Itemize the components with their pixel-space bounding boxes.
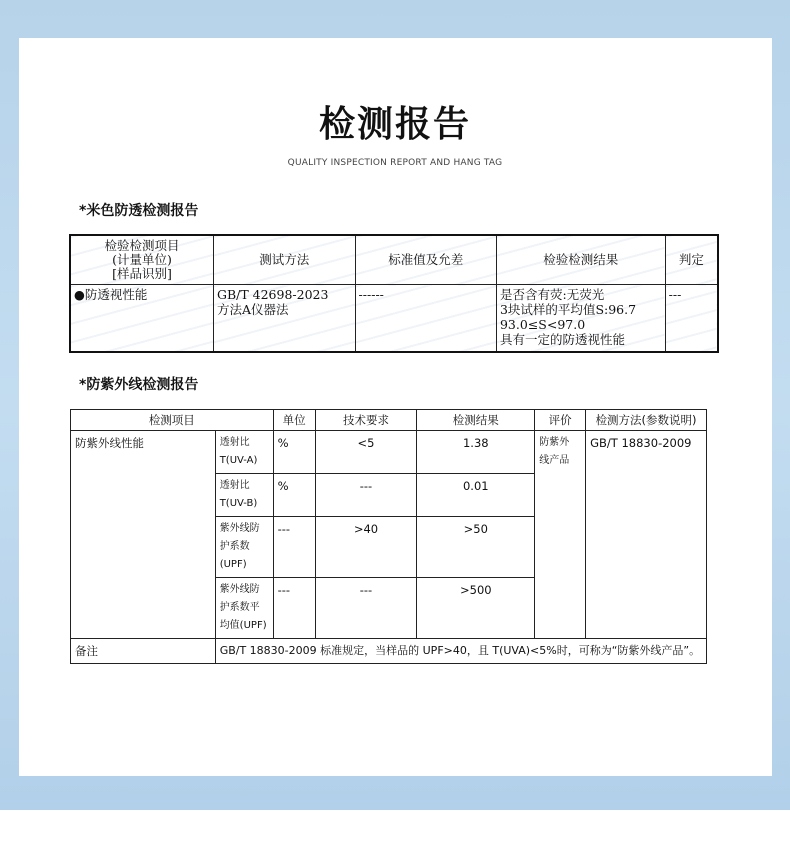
row-item: ●防透视性能 xyxy=(70,285,213,353)
report-paper xyxy=(19,38,772,776)
row-result: 0.01 xyxy=(417,474,535,517)
note-row xyxy=(71,639,707,664)
row-name xyxy=(215,578,273,639)
column-header-method: 测试方法 xyxy=(213,235,355,285)
column-header-requirement: 技术要求 xyxy=(315,410,417,431)
column-header-method: 检测方法(参数说明) xyxy=(586,410,707,431)
evaluation-line1: 防紫外 xyxy=(539,437,570,448)
column-header-judgement: 判定 xyxy=(665,235,718,285)
header-item-line3: [样品识别] xyxy=(112,266,172,281)
table-header-row xyxy=(70,235,718,285)
row-result-line4: 具有一定的防透视性能 xyxy=(499,332,625,347)
column-header-result: 检测结果 xyxy=(417,410,535,431)
table-row xyxy=(71,431,707,474)
row-name xyxy=(215,431,273,474)
column-header-unit: 单位 xyxy=(273,410,315,431)
row-result: >500 xyxy=(417,578,535,639)
table-row xyxy=(70,285,718,353)
category-cell: 防紫外线性能 xyxy=(71,431,216,639)
row-name-line2: T(UV-B) xyxy=(219,498,258,509)
column-header-item xyxy=(70,235,213,285)
row-name-line2: 护系数 xyxy=(219,541,250,552)
row-result: 1.38 xyxy=(417,431,535,474)
header-item-line1: 检验检测项目 xyxy=(104,238,180,253)
row-requirement: <5 xyxy=(315,431,417,474)
row-method-line2: 方法A仪器法 xyxy=(216,302,289,317)
note-text: GB/T 18830-2009 标准规定，当样品的 UPF>40，且 T(UVA)<5%时，可称为“防紫外线产品”。 xyxy=(215,639,706,664)
row-unit: % xyxy=(273,474,315,517)
uv-protection-heading: *防紫外线检测报告 xyxy=(79,377,199,393)
row-result-line2: 3块试样的平均值S:96.7 xyxy=(499,302,637,317)
note-label: 备注 xyxy=(71,639,216,664)
row-name-line2: 护系数平 xyxy=(219,602,260,613)
table-header-row xyxy=(71,410,707,431)
row-name-line1: 透射比 xyxy=(219,437,250,448)
anti-see-through-table xyxy=(69,234,719,353)
row-method xyxy=(213,285,355,353)
row-result-line3: 93.0≤S<97.0 xyxy=(499,317,586,332)
row-judgement: --- xyxy=(665,285,718,353)
page-title: 检测报告 xyxy=(318,104,471,145)
evaluation-line2: 线产品 xyxy=(539,455,570,466)
row-method-line1: GB/T 42698-2023 xyxy=(216,287,329,302)
header-item-line2: (计量单位) xyxy=(112,252,172,267)
row-standard: ------ xyxy=(355,285,496,353)
column-header-standard: 标准值及允差 xyxy=(355,235,496,285)
row-unit: % xyxy=(273,431,315,474)
row-name xyxy=(215,474,273,517)
uv-protection-table xyxy=(70,409,707,664)
anti-see-through-heading: *米色防透检测报告 xyxy=(79,203,199,219)
row-unit: --- xyxy=(273,517,315,578)
method-cell: GB/T 18830-2009 xyxy=(586,431,707,639)
column-header-result: 检验检测结果 xyxy=(496,235,665,285)
column-header-evaluation: 评价 xyxy=(535,410,586,431)
evaluation-cell xyxy=(535,431,586,639)
row-name-line1: 透射比 xyxy=(219,480,250,491)
row-requirement: >40 xyxy=(315,517,417,578)
row-requirement: --- xyxy=(315,474,417,517)
column-header-item: 检测项目 xyxy=(71,410,274,431)
row-name-line1: 紫外线防 xyxy=(219,584,260,595)
row-name-line3: 均值(UPF) xyxy=(219,620,267,631)
row-requirement: --- xyxy=(315,578,417,639)
row-result xyxy=(496,285,665,353)
row-name-line1: 紫外线防 xyxy=(219,523,260,534)
row-name-line2: T(UV-A) xyxy=(219,455,258,466)
page-subtitle: QUALITY INSPECTION REPORT AND HANG TAG xyxy=(287,158,503,168)
row-name xyxy=(215,517,273,578)
row-unit: --- xyxy=(273,578,315,639)
row-result: >50 xyxy=(417,517,535,578)
row-name-line3: (UPF) xyxy=(219,559,247,570)
row-result-line1: 是否含有荧:无荧光 xyxy=(499,287,605,302)
